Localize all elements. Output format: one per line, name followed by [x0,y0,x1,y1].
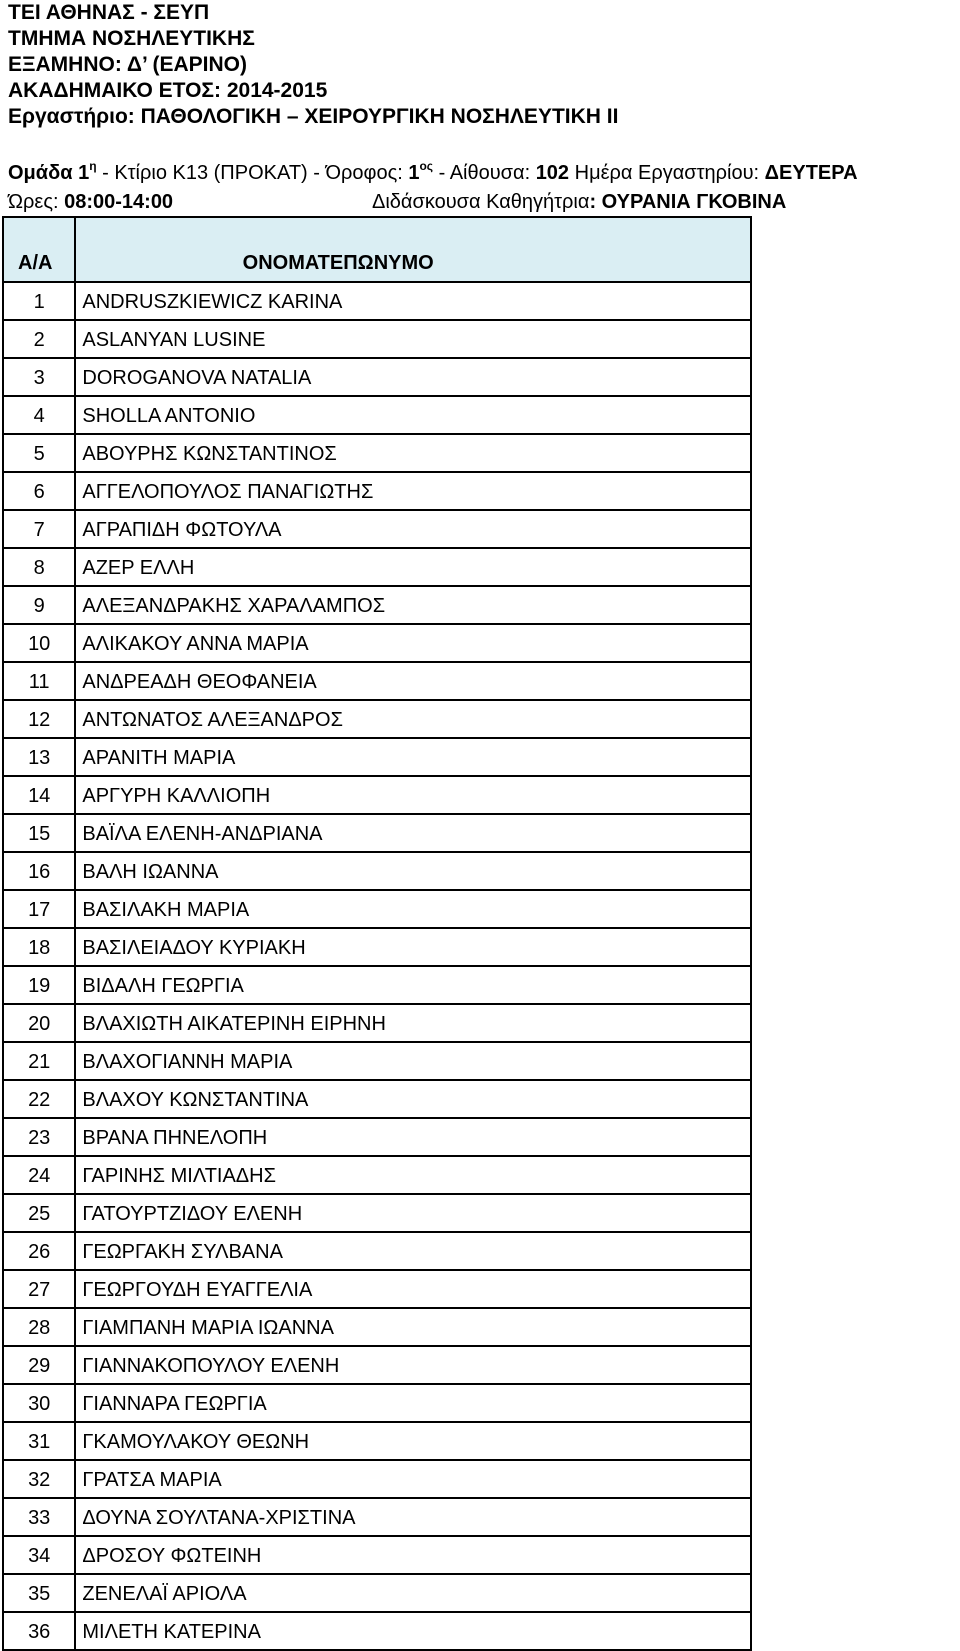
row-number: 29 [3,1346,75,1384]
student-name: ΑΡΓΥΡΗ ΚΑΛΛΙΟΠΗ [75,776,751,814]
row-number: 22 [3,1080,75,1118]
table-header-row [3,217,751,282]
student-name: ΒΑΪΛΑ ΕΛΕΝΗ-ΑΝΔΡΙΑΝΑ [75,814,751,852]
student-name: ΑΡΑΝΙΤΗ ΜΑΡΙΑ [75,738,751,776]
lab-day-label: Ημέρα Εργαστηρίου: [569,162,765,184]
building-floor-label: - Κτίριο Κ13 (ΠΡΟΚΑΤ) - Όροφος: [96,162,409,184]
table-body [3,282,751,1650]
student-roster-table [2,216,752,1651]
row-number: 15 [3,814,75,852]
row-number: 13 [3,738,75,776]
table-row [3,966,751,1004]
student-name: ΔΡΟΣΟΥ ΦΩΤΕΙΝΗ [75,1536,751,1574]
group-info-line [8,160,960,186]
row-number: 12 [3,700,75,738]
student-name: ΑΒΟΥΡΗΣ ΚΩΝΣΤΑΝΤΙΝΟΣ [75,434,751,472]
student-name: ΔΟΥΝΑ ΣΟΥΛΤΑΝΑ-ΧΡΙΣΤΙΝΑ [75,1498,751,1536]
row-number: 33 [3,1498,75,1536]
row-number: 31 [3,1422,75,1460]
table-row [3,700,751,738]
table-row [3,548,751,586]
table-row [3,282,751,320]
row-number: 30 [3,1384,75,1422]
teacher-name: : ΟΥΡΑΝΙΑ ΓΚΟΒΙΝΑ [589,191,787,213]
table-row [3,358,751,396]
table-row [3,1118,751,1156]
table-row [3,1042,751,1080]
student-name: ΒΛΑΧΟΥ ΚΩΝΣΤΑΝΤΙΝΑ [75,1080,751,1118]
department-title: ΤΜΗΜΑ ΝΟΣΗΛΕΥΤΙΚΗΣ [8,27,255,50]
student-name: ΓΡΑΤΣΑ ΜΑΡΙΑ [75,1460,751,1498]
academic-year-line: ΑΚΑΔΗΜΑΙΚΟ ΕΤΟΣ: 2014-2015 [8,79,328,102]
row-number: 17 [3,890,75,928]
table-row [3,1156,751,1194]
student-name: ΒΛΑΧΙΩΤΗ ΑΙΚΑΤΕΡΙΝΗ ΕΙΡΗΝΗ [75,1004,751,1042]
student-name: ΓΑΡΙΝΗΣ ΜΙΛΤΙΑΔΗΣ [75,1156,751,1194]
group-label: Ομάδα 1 [8,162,90,184]
row-number: 24 [3,1156,75,1194]
table-row [3,1308,751,1346]
table-row [3,928,751,966]
student-name: ANDRUSZKIEWICZ KARINA [75,282,751,320]
row-number: 10 [3,624,75,662]
student-name: ΖΕΝΕΛΑΪ ΑΡΙΟΛΑ [75,1574,751,1612]
student-name: ΓΚΑΜΟΥΛΑΚΟΥ ΘΕΩΝΗ [75,1422,751,1460]
table-row [3,1536,751,1574]
row-number: 14 [3,776,75,814]
student-name: ΒΑΛΗ ΙΩΑΝΝΑ [75,852,751,890]
teacher-block [372,189,786,215]
column-header-name: ΟΝΟΜΑΤΕΠΩΝΥΜΟ [75,217,751,282]
table-row [3,1460,751,1498]
table-row [3,1194,751,1232]
row-number: 6 [3,472,75,510]
row-number: 23 [3,1118,75,1156]
table-row [3,1498,751,1536]
row-number: 20 [3,1004,75,1042]
row-number: 28 [3,1308,75,1346]
table-row [3,738,751,776]
table-row [3,1080,751,1118]
column-header-number: Α/Α [3,217,75,282]
student-name: SHOLLA ANTONIO [75,396,751,434]
row-number: 25 [3,1194,75,1232]
row-number: 11 [3,662,75,700]
table-row [3,396,751,434]
student-name: ΑΓΡΑΠΙΔΗ ΦΩΤΟΥΛΑ [75,510,751,548]
row-number: 4 [3,396,75,434]
table-row [3,1232,751,1270]
student-name: ΑΛΕΞΑΝΔΡΑΚΗΣ ΧΑΡΑΛΑΜΠΟΣ [75,586,751,624]
table-row [3,1384,751,1422]
student-name: ΓΙΑΝΝΑΡΑ ΓΕΩΡΓΙΑ [75,1384,751,1422]
student-name: ΒΡΑΝΑ ΠΗΝΕΛΟΠΗ [75,1118,751,1156]
table-row [3,1346,751,1384]
hours-value: 08:00-14:00 [64,191,174,213]
semester-line: ΕΞΑΜΗΝΟ: Δ’ (ΕΑΡΙΝΟ) [8,53,247,76]
lab-course-line: Εργαστήριο: ΠΑΘΟΛΟΓΙΚΗ – ΧΕΙΡΟΥΡΓΙΚΗ ΝΟΣΗΛΕΥΤΙΚΗ ΙΙ [8,105,619,128]
row-number: 26 [3,1232,75,1270]
student-name: ΑΖΕΡ ΕΛΛΗ [75,548,751,586]
table-row [3,472,751,510]
row-number: 3 [3,358,75,396]
student-name: ΒΑΣΙΛΑΚΗ ΜΑΡΙΑ [75,890,751,928]
floor-superscript: ος [419,159,434,173]
student-name: ΒΙΔΑΛΗ ΓΕΩΡΓΙΑ [75,966,751,1004]
lab-day-value: ΔΕΥΤΕΡΑ [764,162,858,184]
table-row [3,1422,751,1460]
table-row [3,586,751,624]
student-name: ΓΕΩΡΓΑΚΗ ΣΥΛΒΑΝΑ [75,1232,751,1270]
row-number: 7 [3,510,75,548]
table-row [3,662,751,700]
student-name: ΓΕΩΡΓΟΥΔΗ ΕΥΑΓΓΕΛΙΑ [75,1270,751,1308]
student-name: ΑΝΤΩΝΑΤΟΣ ΑΛΕΞΑΝΔΡΟΣ [75,700,751,738]
student-name: ΓΙΑΝΝΑΚΟΠΟΥΛΟΥ ΕΛΕΝΗ [75,1346,751,1384]
student-name: DOROGANOVA NATALIA [75,358,751,396]
row-number: 32 [3,1460,75,1498]
student-name: ΓΑΤΟΥΡΤΖΙΔΟΥ ΕΛΕΝΗ [75,1194,751,1232]
room-label: - Αίθουσα: [433,162,536,184]
student-name: ΓΙΑΜΠΑΝΗ ΜΑΡΙΑ ΙΩΑΝΝΑ [75,1308,751,1346]
institution-title: ΤΕΙ ΑΘΗΝΑΣ - ΣΕΥΠ [8,1,210,24]
table-row [3,624,751,662]
row-number: 9 [3,586,75,624]
row-number: 35 [3,1574,75,1612]
row-number: 8 [3,548,75,586]
student-name: ΒΑΣΙΛΕΙΑΔΟΥ ΚΥΡΙΑΚΗ [75,928,751,966]
table-row [3,852,751,890]
row-number: 5 [3,434,75,472]
row-number: 36 [3,1612,75,1650]
table-row [3,1270,751,1308]
student-name: ΑΛΙΚΑΚΟΥ ΑΝΝΑ ΜΑΡΙΑ [75,624,751,662]
table-row [3,434,751,472]
hours-teacher-line [8,189,960,215]
student-name: ΑΝΔΡΕΑΔΗ ΘΕΟΦΑΝΕΙΑ [75,662,751,700]
table-row [3,1612,751,1650]
table-row [3,1004,751,1042]
document-header [8,0,958,130]
row-number: 34 [3,1536,75,1574]
teacher-label: Διδάσκουσα Καθηγήτρια [372,191,590,213]
group-superscript: η [89,159,97,173]
row-number: 19 [3,966,75,1004]
hours-label: Ώρες: [8,191,65,213]
student-name: ΜΙΛΕΤΗ ΚΑΤΕΡΙΝΑ [75,1612,751,1650]
row-number: 1 [3,282,75,320]
student-name: ΑΓΓΕΛΟΠΟΥΛΟΣ ΠΑΝΑΓΙΩΤΗΣ [75,472,751,510]
room-number: 102 [535,162,570,184]
student-name: ΒΛΑΧΟΓΙΑΝΝΗ ΜΑΡΙΑ [75,1042,751,1080]
table-row [3,1574,751,1612]
table-row [3,510,751,548]
student-name: ASLANYAN LUSINE [75,320,751,358]
floor-number: 1 [408,162,420,184]
row-number: 27 [3,1270,75,1308]
table-row [3,890,751,928]
row-number: 16 [3,852,75,890]
table-row [3,320,751,358]
table-row [3,776,751,814]
row-number: 2 [3,320,75,358]
row-number: 21 [3,1042,75,1080]
table-row [3,814,751,852]
row-number: 18 [3,928,75,966]
